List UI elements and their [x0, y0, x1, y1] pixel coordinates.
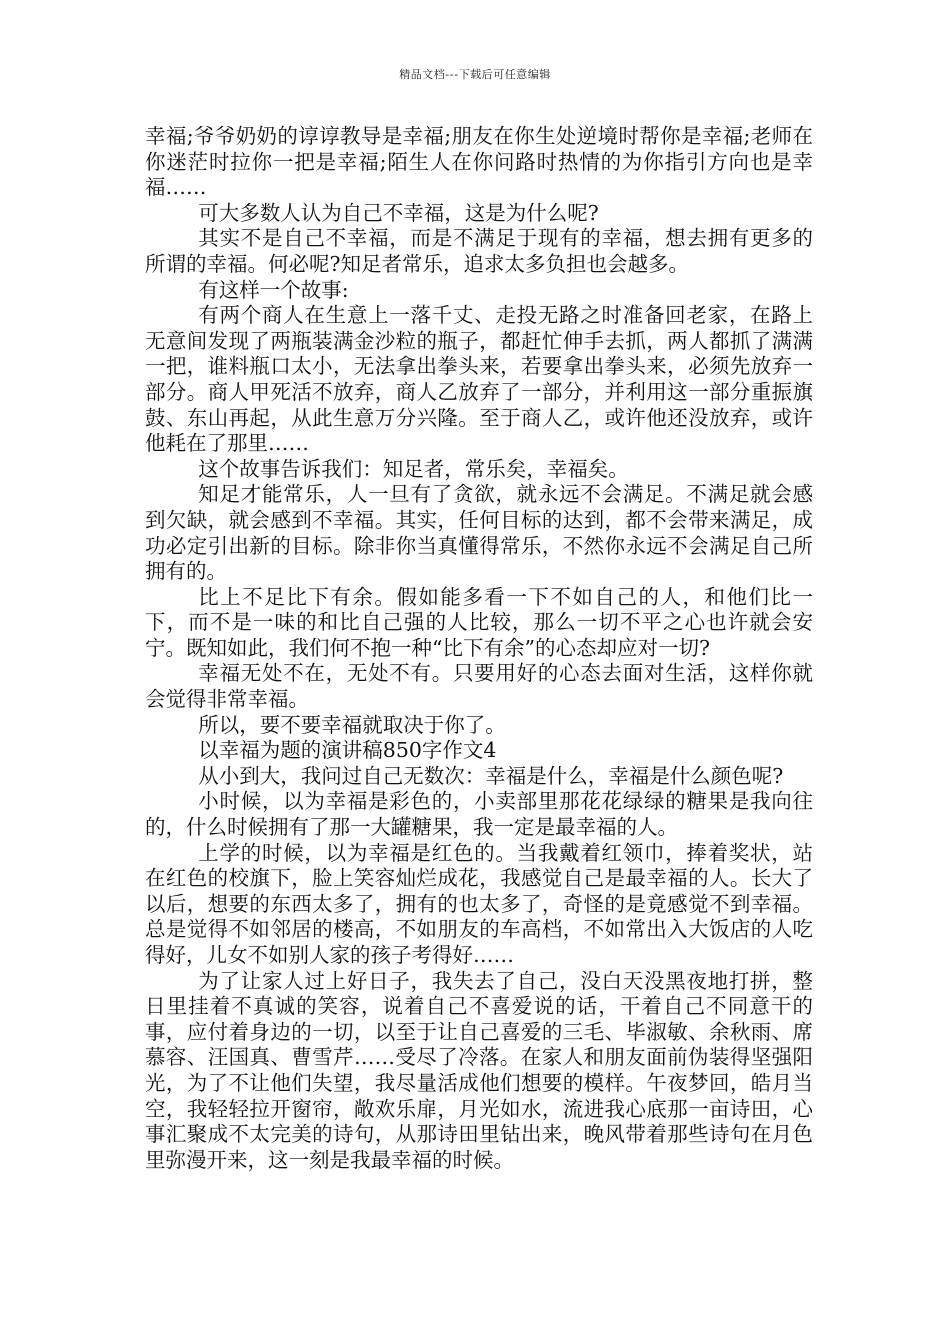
paragraph: 所以，要不要幸福就取决于你了。	[198, 712, 506, 737]
paragraph: 比上不足比下有余。假如能多看一下不如自己的人，和他们比一下，而不是一味的和比自己强的人比较，那么一切不平之心也许就会安宁。既知如此，我们何不抱一种“比下有余”的心态却应对一切?	[145, 584, 813, 660]
paragraph: 为了让家人过上好日子，我失去了自己，没白天没黑夜地打拼，整日里挂着不真诚的笑容，说着自己不喜爱说的话，干着自己不同意干的事，应付着身边的一切，以至于让自己喜爱的三毛、毕淑敏、余秋雨、席慕容、汪国真、曹雪芹……受尽了冷落。在家人和朋友面前伪装得坚强阳光，为了不让他们失望，我尽量活成他们想要的模样。午夜梦回，皓月当空，我轻轻拉开窗帘，敞欢乐扉，月光如水，流进我心底那一亩诗田，心事汇聚成不太完美的诗句，从那诗田里钻出来，晚风带着那些诗句在月色里弥漫开来，这一刻是我最幸福的时候。	[145, 968, 813, 1172]
paragraph: 从小到大，我问过自己无数次：幸福是什么，幸福是什么颜色呢?	[198, 763, 784, 788]
page-header: 精品文档---下载后可任意编辑	[399, 68, 551, 81]
paragraph: 小时候，以为幸福是彩色的，小卖部里那花花绿绿的糖果是我向往的，什么时候拥有了那一大罐糖果，我一定是最幸福的人。	[145, 789, 813, 840]
paragraph: 幸福;爷爷奶奶的谆谆教导是幸福;朋友在你生处逆境时帮你是幸福;老师在你迷茫时拉你一把是幸福;陌生人在你问路时热情的为你指引方向也是幸福……	[145, 124, 813, 200]
document-body	[145, 124, 813, 1173]
paragraph: 其实不是自己不幸福，而是不满足于现有的幸福，想去拥有更多的所谓的幸福。何必呢?知足者常乐，追求太多负担也会越多。	[145, 226, 813, 276]
paragraph: 有两个商人在生意上一落千丈、走投无路之时准备回老家，在路上无意间发现了两瓶装满金沙粒的瓶子，都赶忙伸手去抓，两人都抓了满满一把，谁料瓶口太小，无法拿出拳头来，若要拿出拳头来，必须先放弃一部分。商人甲死活不放弃，商人乙放弃了一部分，并利用这一部分重振旗鼓、东山再起，从此生意万分兴隆。至于商人乙，或许他还没放弃，或许他耗在了那里……	[145, 303, 813, 456]
paragraph: 有这样一个故事:	[198, 277, 349, 302]
paragraph: 知足才能常乐，人一旦有了贪欲，就永远不会满足。不满足就会感到欠缺，就会感到不幸福。其实，任何目标的达到，都不会带来满足，成功必定引出新的目标。除非你当真懂得常乐，不然你永远不会满足自己所拥有的。	[145, 482, 813, 584]
paragraph: 这个故事告诉我们：知足者，常乐矣，幸福矣。	[198, 456, 629, 481]
paragraph: 上学的时候，以为幸福是红色的。当我戴着红领巾，捧着奖状，站在红色的校旗下，脸上笑容灿烂成花，我感觉自己是最幸福的人。长大了以后，想要的东西太多了，拥有的也太多了，奇怪的是竟感觉不到幸福。总是觉得不如邻居的楼高，不如朋友的车高档，不如常出入大饭店的人吃得好，儿女不如别人家的孩子考得好……	[145, 840, 813, 967]
paragraph: 幸福无处不在，无处不有。只要用好的心态去面对生活，这样你就会觉得非常幸福。	[145, 661, 813, 712]
section-title: 以幸福为题的演讲稿850字作文4	[198, 738, 497, 763]
paragraph: 可大多数人认为自己不幸福，这是为什么呢?	[198, 200, 599, 225]
